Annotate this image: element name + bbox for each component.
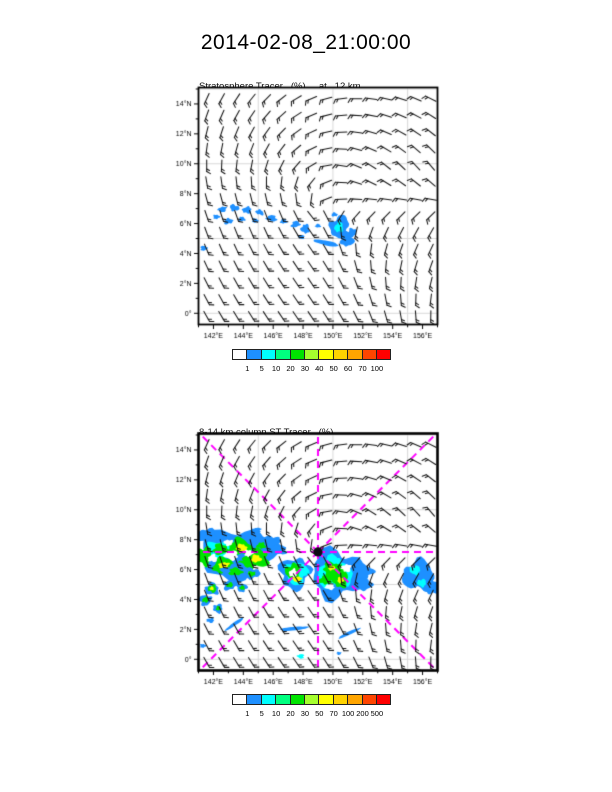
colorbar-tick-label: 70 [329, 709, 338, 718]
colorbar-cell [347, 349, 362, 360]
colorbar-cell [318, 694, 333, 705]
colorbar-cell [304, 349, 319, 360]
colorbar-cell [275, 694, 290, 705]
colorbar-cell [246, 694, 261, 705]
colorbar-cell [333, 349, 348, 360]
colorbar-tick-label: 5 [259, 709, 264, 718]
bottom-map [168, 429, 443, 691]
colorbar-tick-label: 1 [245, 709, 250, 718]
top-colorbar [232, 349, 391, 379]
colorbar-cell [362, 349, 377, 360]
colorbar-tick-label: 100 [370, 364, 384, 373]
colorbar-tick-label: 200 [356, 709, 369, 718]
colorbar-tick-label: 5 [259, 364, 264, 373]
colorbar-tick-label: 40 [315, 364, 324, 373]
colorbar-tick-label: 100 [341, 709, 355, 718]
colorbar-cell [261, 694, 276, 705]
colorbar-tick-label: 30 [300, 364, 310, 373]
colorbar-tick-label: 20 [286, 364, 295, 373]
colorbar-cell [333, 694, 348, 705]
colorbar-tick-label: 30 [300, 709, 310, 718]
colorbar-tick-label: 1 [245, 364, 250, 373]
figure-title: 2014-02-08_21:00:00 [200, 31, 412, 54]
colorbar-tick-label: 60 [343, 364, 353, 373]
colorbar-tick-label: 50 [329, 364, 338, 373]
colorbar-tick-label: 50 [315, 709, 324, 718]
top-colorbar-cells [232, 349, 391, 360]
colorbar-tick-label: 70 [358, 364, 367, 373]
top-map [168, 83, 443, 345]
colorbar-cell [232, 349, 247, 360]
colorbar-tick-label: 500 [370, 709, 384, 718]
colorbar-tick-label: 20 [286, 709, 295, 718]
colorbar-cell [261, 349, 276, 360]
colorbar-tick-label: 10 [271, 364, 281, 373]
colorbar-cell [304, 694, 319, 705]
colorbar-cell [347, 694, 362, 705]
colorbar-cell [318, 349, 333, 360]
colorbar-cell [232, 694, 247, 705]
colorbar-cell [275, 349, 290, 360]
bottom-colorbar-cells [232, 694, 391, 705]
bottom-colorbar [232, 694, 391, 724]
colorbar-cell [362, 694, 377, 705]
colorbar-cell [376, 694, 391, 705]
colorbar-cell [246, 349, 261, 360]
colorbar-cell [376, 349, 391, 360]
colorbar-cell [290, 349, 305, 360]
colorbar-tick-label: 10 [271, 709, 281, 718]
colorbar-cell [290, 694, 305, 705]
